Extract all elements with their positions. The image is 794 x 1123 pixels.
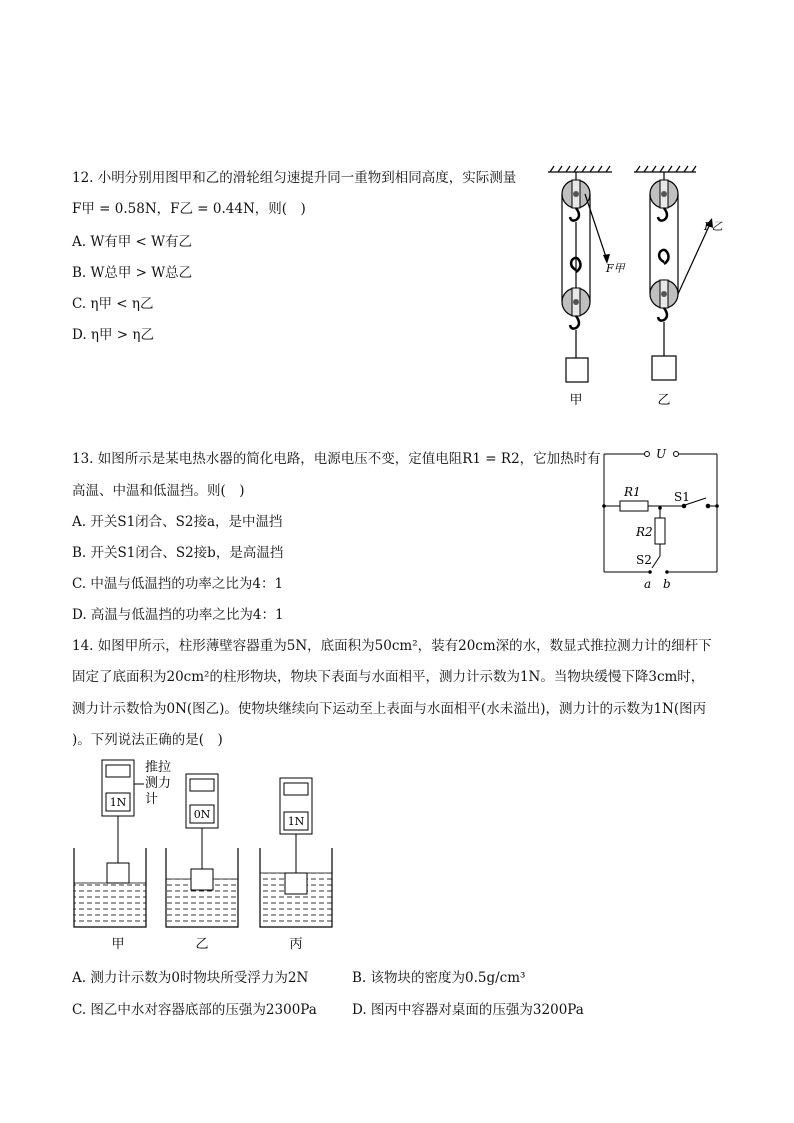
q12-stem-line1: 12. 小明分别用图甲和乙的滑轮组匀速提升同一重物到相同高度，实际测量 [72,170,517,186]
q14-stem-line3: 测力计示数恰为0N(图乙)。使物块继续向下运动至上表面与水面相平(水未溢出)，测力计的示数为1N(图丙 [72,701,707,717]
r2-label: R2 [636,525,653,539]
q13-option-d[interactable]: D. 高温与低温挡的功率之比为4：1 [72,607,284,623]
meter-label-2: 测力 [145,776,172,791]
reading-yi: 0N [193,808,211,821]
label-bing: 丙 [289,937,303,952]
terminal-a-label: a [644,577,652,591]
source-label: U [656,447,667,461]
r1-label: R1 [624,485,641,499]
ceiling-right [634,166,696,172]
q14-stem-line4: )。下列说法正确的是( ) [72,732,223,748]
s2-label: S2 [636,553,652,567]
q14-option-c[interactable]: C. 图乙中水对容器底部的压强为2300Pa [72,1002,317,1018]
force-label-right: F乙 [704,220,723,233]
q12-option-a[interactable]: A. W有甲 < W有乙 [72,234,192,250]
q14-stem-line2: 固定了底面积为20cm²的柱形物块，物块下表面与水面相平，测力计示数为1N。当物块缓慢下降3cm时， [72,669,705,685]
meter-label-1: 推拉 [145,760,172,775]
q12-option-d[interactable]: D. η甲 > η乙 [72,327,154,343]
q13-option-a[interactable]: A. 开关S1闭合、S2接a，是中温挡 [72,514,283,530]
q13-stem-line2: 高温、中温和低温挡。则( ) [72,483,245,499]
pulley-figure [540,160,740,410]
force-meter-figure [70,756,350,956]
figure-label-right: 乙 [657,393,671,408]
setup-bing [260,778,332,952]
q12-option-b[interactable]: B. W总甲 > W总乙 [72,265,193,281]
s1-label: S1 [674,490,690,504]
q13-option-b[interactable]: B. 开关S1闭合、S2接b，是高温挡 [72,545,284,561]
force-label-left: F甲 [606,262,625,275]
weight-left [566,358,588,382]
q12-stem-line2: F甲 = 0.58N，F乙 = 0.44N，则( ) [72,201,306,217]
reading-bing: 1N [287,815,305,828]
q12-option-c[interactable]: C. η甲 < η乙 [72,296,154,312]
weight-right [652,356,676,380]
reading-jia: 1N [109,796,127,809]
q14-option-b[interactable]: B. 该物块的密度为0.5g/cm³ [352,970,526,986]
label-jia: 甲 [111,937,125,952]
q14-option-d[interactable]: D. 图丙中容器对桌面的压强为3200Pa [352,1002,584,1018]
figure-label-left: 甲 [569,393,583,408]
ceiling-left [548,166,612,172]
q14-stem-line1: 14. 如图甲所示，柱形薄壁容器重为5N，底面积为50cm²，装有20cm深的水，数显式推拉测力计的细杆下 [72,638,712,654]
q13-option-c[interactable]: C. 中温与低温挡的功率之比为4：1 [72,576,284,592]
setup-jia [74,760,146,952]
q13-stem-line1: 13. 如图所示是某电热水器的简化电路，电源电压不变，定值电阻R1 = R2，它加热时有 [72,451,601,467]
circuit-figure [598,444,723,594]
q14-option-a[interactable]: A. 测力计示数为0时物块所受浮力为2N [72,970,309,986]
setup-yi [166,774,238,952]
label-yi: 乙 [195,937,209,952]
terminal-b-label: b [663,577,671,591]
meter-label-3: 计 [145,792,159,807]
